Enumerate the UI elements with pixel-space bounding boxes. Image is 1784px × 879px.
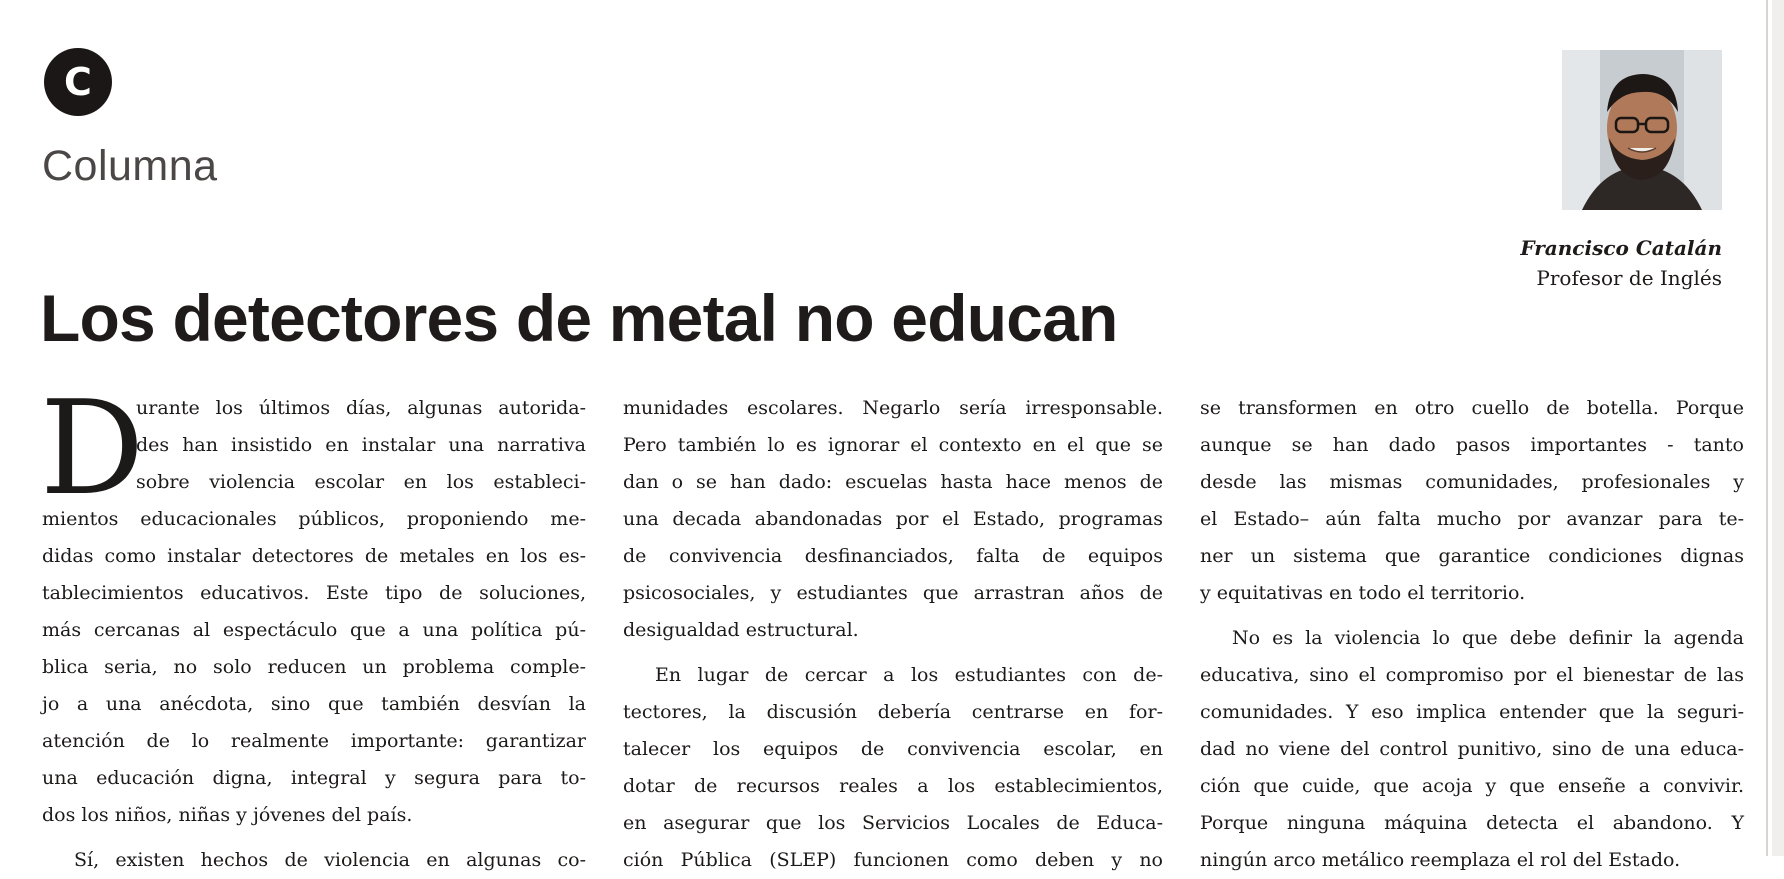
text-line: mientos educacionales públicos, proponiendo me- bbox=[42, 508, 586, 530]
text-line: dad no viene del control punitivo, sino de una educa- bbox=[1200, 738, 1744, 760]
text-line: una decada abandonadas por el Estado, programas bbox=[623, 508, 1163, 530]
author-name: Francisco Catalán bbox=[1520, 236, 1722, 260]
text-line: en asegurar que los Servicios Locales de Educa- bbox=[623, 812, 1163, 834]
text-line: ción que cuide, que acoja y que enseñe a convivir. bbox=[1200, 775, 1744, 797]
text-line: didas como instalar detectores de metales en los es- bbox=[42, 545, 586, 567]
column-badge-letter: C bbox=[64, 60, 92, 104]
text-line: el Estado– aún falta mucho por avanzar para te- bbox=[1200, 508, 1744, 530]
text-line: comunidades. Y eso implica entender que la seguri- bbox=[1200, 701, 1744, 723]
text-line: En lugar de cercar a los estudiantes con de- bbox=[655, 664, 1163, 686]
section-label: Columna bbox=[42, 142, 218, 190]
article-column-1 bbox=[40, 372, 586, 879]
text-line: más cercanas al espectáculo que a una política pú- bbox=[42, 619, 586, 641]
text-line: desde las mismas comunidades, profesionales y bbox=[1200, 471, 1744, 493]
text-line: blica seria, no solo reducen un problema comple- bbox=[42, 656, 586, 678]
author-role: Profesor de Inglés bbox=[1536, 266, 1722, 290]
author-photo bbox=[1562, 50, 1722, 210]
page-divider bbox=[1766, 0, 1768, 856]
text-line: munidades escolares. Negarlo sería irresponsable. bbox=[623, 397, 1163, 419]
text-line: se transformen en otro cuello de botella. Porque bbox=[1200, 397, 1744, 419]
text-line: talecer los equipos de convivencia escolar, en bbox=[623, 738, 1163, 760]
text-line: Sí, existen hechos de violencia en algunas co- bbox=[74, 849, 586, 871]
text-line: sobre violencia escolar en los estableci- bbox=[136, 471, 586, 493]
text-line: de convivencia desfinanciados, falta de equipos bbox=[623, 545, 1163, 567]
text-line: una educación digna, integral y segura para to- bbox=[42, 767, 586, 789]
text-line: educativa, sino el compromiso por el bienestar de las bbox=[1200, 664, 1744, 686]
text-line: jo a una anécdota, sino que también desvían la bbox=[42, 693, 586, 715]
text-line: psicosociales, y estudiantes que arrastran años de bbox=[623, 582, 1163, 604]
author-byline bbox=[1520, 233, 1722, 293]
page-edge bbox=[1772, 0, 1784, 856]
text-line: No es la violencia lo que debe definir la agenda bbox=[1232, 627, 1744, 649]
text-line: dan o se han dado: escuelas hasta hace menos de bbox=[623, 471, 1163, 493]
headline: Los detectores de metal no educan bbox=[40, 281, 1118, 355]
article-column-2 bbox=[623, 390, 1163, 879]
drop-cap: D bbox=[40, 372, 145, 524]
article-column-3 bbox=[1200, 390, 1744, 879]
text-line: tablecimientos educativos. Este tipo de soluciones, bbox=[42, 582, 586, 604]
text-line: Pero también lo es ignorar el contexto en el que se bbox=[623, 434, 1163, 456]
text-line: atención de lo realmente importante: garantizar bbox=[42, 730, 586, 752]
text-line: des han insistido en instalar una narrativa bbox=[136, 434, 586, 456]
text-line: aunque se han dado pasos importantes - tanto bbox=[1200, 434, 1744, 456]
text-line: tectores, la discusión debería centrarse en for- bbox=[623, 701, 1163, 723]
text-line: ner un sistema que garantice condiciones dignas bbox=[1200, 545, 1744, 567]
text-line: desigualdad estructural. bbox=[623, 619, 859, 641]
text-line: Porque ninguna máquina detecta el abandono. Y bbox=[1200, 812, 1744, 834]
text-line: dotar de recursos reales a los establecimientos, bbox=[623, 775, 1163, 797]
text-line: y equitativas en todo el territorio. bbox=[1200, 582, 1526, 604]
column-badge bbox=[44, 48, 112, 116]
text-line: dos los niños, niñas y jóvenes del país. bbox=[42, 804, 413, 826]
text-line: ningún arco metálico reemplaza el rol del Estado. bbox=[1200, 849, 1681, 871]
text-line: urante los últimos días, algunas autorida- bbox=[136, 397, 586, 419]
text-line: ción Pública (SLEP) funcionen como deben y no bbox=[623, 849, 1163, 871]
